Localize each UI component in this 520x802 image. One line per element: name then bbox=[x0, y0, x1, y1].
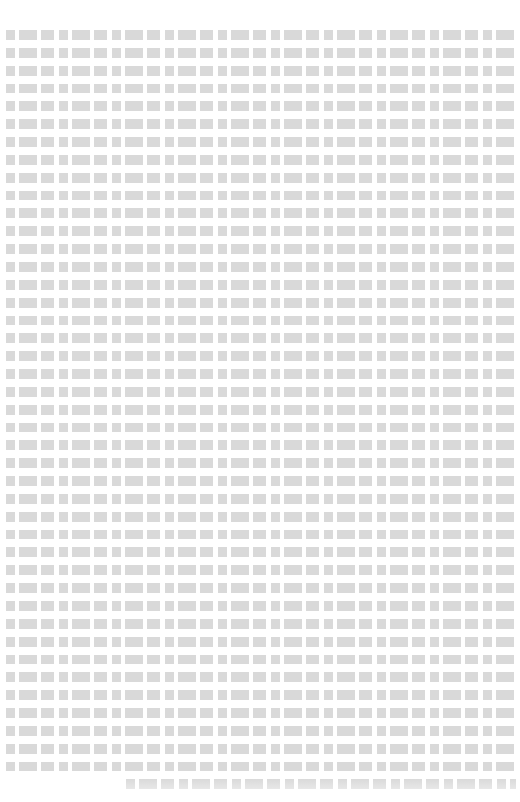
notice-line bbox=[6, 704, 516, 722]
notice-line bbox=[6, 686, 516, 704]
notice-line bbox=[6, 615, 516, 633]
notice-line bbox=[6, 490, 516, 508]
notice-line bbox=[6, 383, 516, 401]
notice-line bbox=[6, 472, 516, 490]
notice-line bbox=[6, 722, 516, 740]
notice-line bbox=[6, 151, 516, 169]
notice-line bbox=[6, 204, 516, 222]
notice-line bbox=[6, 543, 516, 561]
notice-line bbox=[6, 365, 516, 383]
notice-line bbox=[6, 526, 516, 544]
notice-line bbox=[6, 44, 516, 62]
notice-line bbox=[6, 240, 516, 258]
notice-line bbox=[6, 97, 516, 115]
notice-line bbox=[6, 758, 516, 776]
notice-line bbox=[6, 276, 516, 294]
notice-line bbox=[6, 80, 516, 98]
notice-line bbox=[6, 651, 516, 669]
notice-line bbox=[6, 258, 516, 276]
notice-line bbox=[6, 312, 516, 330]
notice-line bbox=[6, 579, 516, 597]
notice-line bbox=[6, 347, 516, 365]
notice-line bbox=[6, 294, 516, 312]
notice-line bbox=[6, 133, 516, 151]
notice-title bbox=[6, 0, 516, 26]
notice-line bbox=[6, 454, 516, 472]
notice-line bbox=[6, 169, 516, 187]
notice-line bbox=[6, 436, 516, 454]
notice-line bbox=[6, 597, 516, 615]
notice-line bbox=[6, 62, 516, 80]
notice-line bbox=[6, 668, 516, 686]
notice-line bbox=[6, 740, 516, 758]
notice-line bbox=[6, 633, 516, 651]
notice-line bbox=[6, 26, 516, 44]
notice-line bbox=[6, 187, 516, 205]
notice-line bbox=[6, 508, 516, 526]
notice-line bbox=[6, 561, 516, 579]
notice-line bbox=[6, 115, 516, 133]
notice-line bbox=[6, 222, 516, 240]
notice-line bbox=[6, 401, 516, 419]
notice-line bbox=[6, 775, 516, 793]
notice-body bbox=[6, 26, 516, 793]
notice-line bbox=[6, 329, 516, 347]
notice-line bbox=[6, 419, 516, 437]
